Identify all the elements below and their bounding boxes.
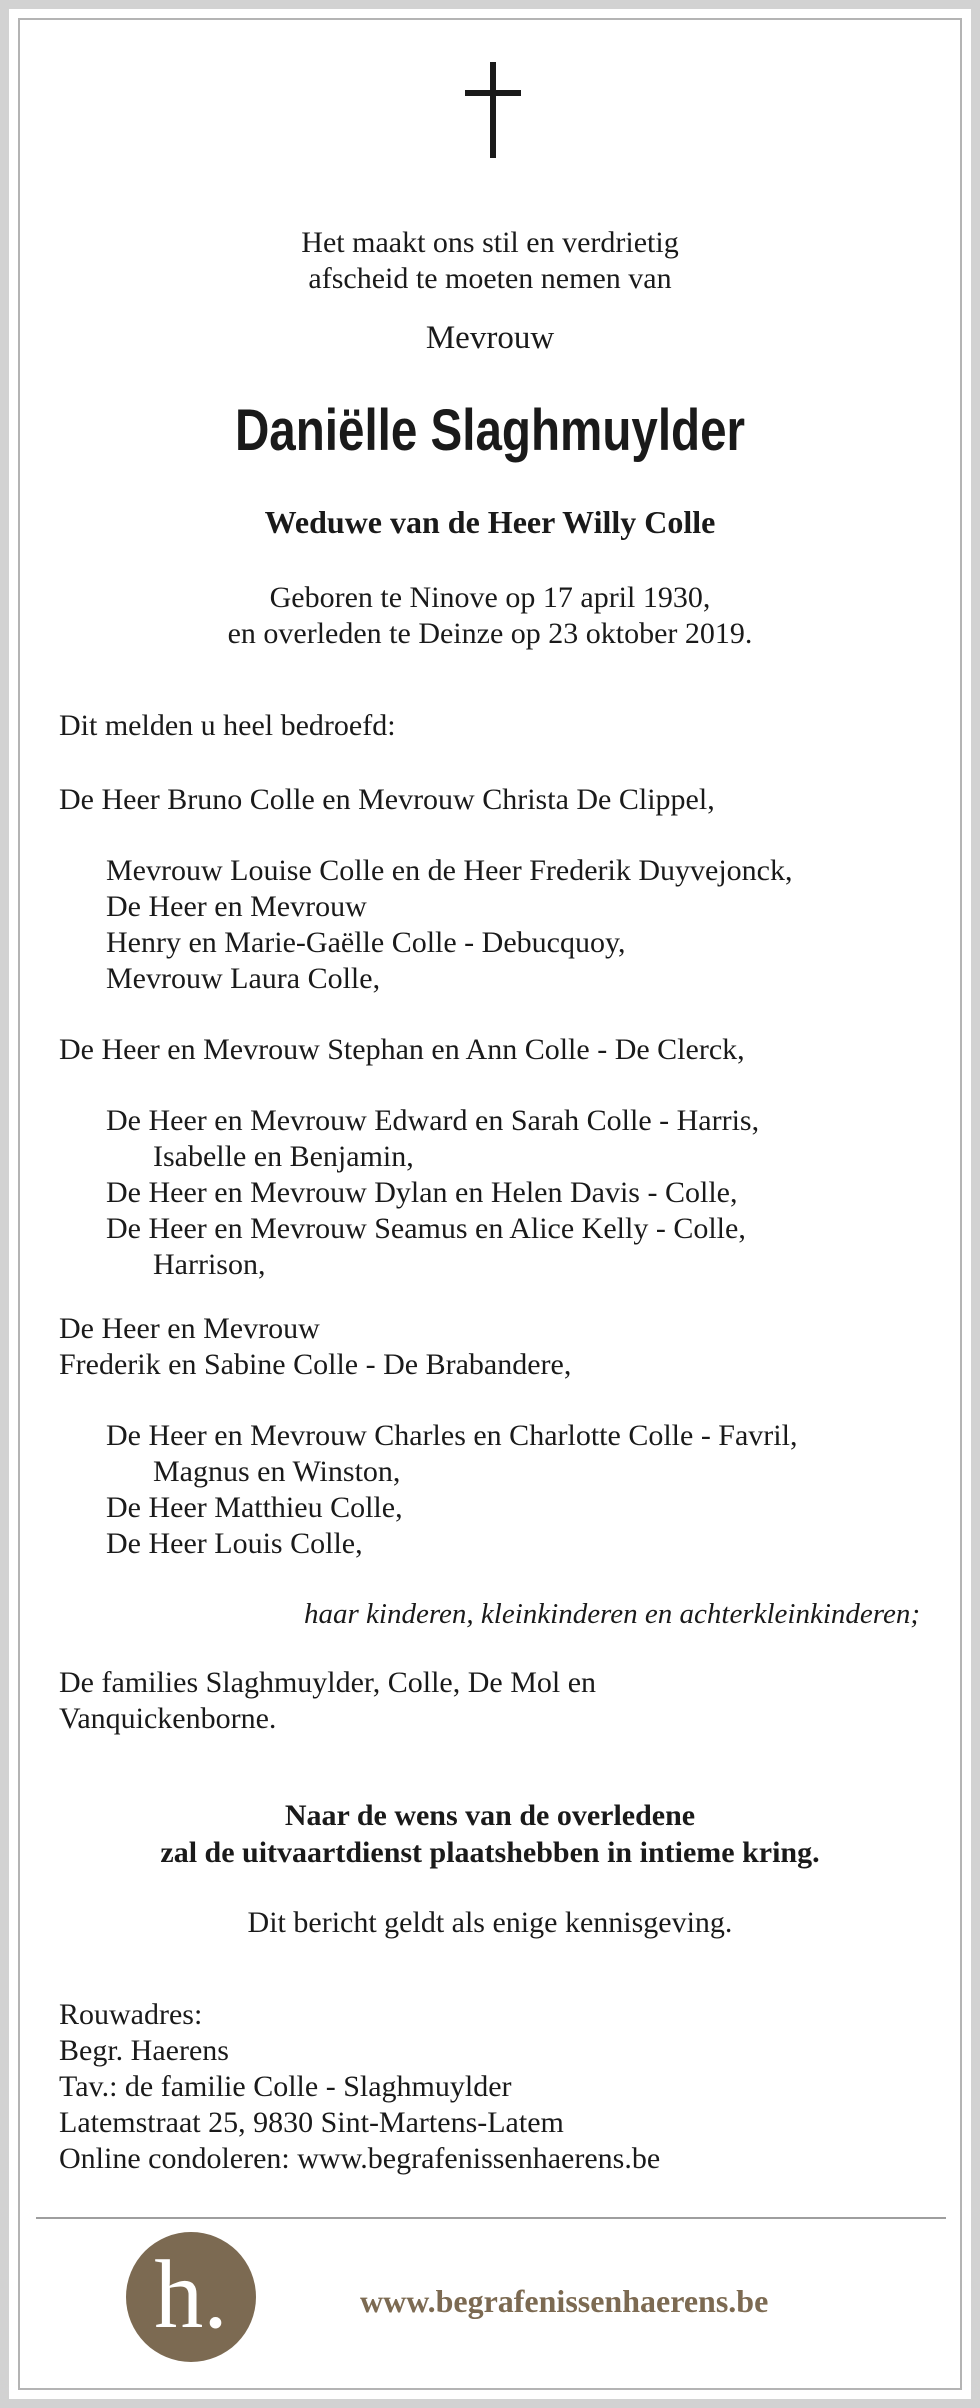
wish-line-1: Naar de wens van de overledene: [284, 1799, 696, 1832]
intro-line-2: afscheid te moeten nemen van: [308, 262, 672, 295]
family-line: Mevrouw Laura Colle,: [106, 962, 381, 995]
widow-of: Weduwe van de Heer Willy Colle: [264, 504, 716, 540]
families-line-2: Vanquickenborne.: [59, 1702, 277, 1735]
funeral-home-logo: h.: [126, 2232, 256, 2362]
family-line: De Heer en Mevrouw: [106, 890, 367, 923]
family-head-1: De Heer Bruno Colle en Mevrouw Christa De Clippel,: [59, 783, 715, 816]
family-line: Henry en Marie-Gaëlle Colle - Debucquoy,: [106, 926, 626, 959]
family-line: De Heer en Mevrouw Charles en Charlotte Colle - Favril,: [106, 1419, 798, 1452]
family-head-3b: Frederik en Sabine Colle - De Brabandere,: [59, 1348, 572, 1381]
family-head-3: De Heer en Mevrouw: [59, 1312, 320, 1345]
birth-death-dates: [0, 580, 980, 652]
divider: [36, 2217, 946, 2219]
families-line-1: De families Slaghmuylder, Colle, De Mol en: [59, 1666, 597, 1699]
family-line: De Heer en Mevrouw Dylan en Helen Davis - Colle,: [106, 1176, 738, 1209]
wish-line-2: zal de uitvaartdienst plaatshebben in intieme kring.: [160, 1836, 820, 1869]
family-line: De Heer Louis Colle,: [106, 1527, 363, 1560]
intro-text: [0, 225, 980, 297]
family-line: De Heer Matthieu Colle,: [106, 1491, 403, 1524]
address-line: Latemstraat 25, 9830 Sint-Martens-Latem: [59, 2106, 564, 2139]
deceased-name: Daniëlle Slaghmuylder: [234, 398, 746, 463]
family-line: De Heer en Mevrouw Edward en Sarah Colle - Harris,: [106, 1104, 760, 1137]
family-children: Magnus en Winston,: [153, 1455, 401, 1488]
address-line: Tav.: de familie Colle - Slaghmuylder: [59, 2070, 512, 2103]
death-line: en overleden te Deinze op 23 oktober 2019.: [227, 617, 753, 650]
birth-line: Geboren te Ninove op 17 april 1930,: [269, 581, 711, 614]
family-head-2: De Heer en Mevrouw Stephan en Ann Colle - De Clerck,: [59, 1033, 745, 1066]
relation-line: haar kinderen, kleinkinderen en achterkleinkinderen;: [303, 1598, 920, 1630]
address-line: Begr. Haerens: [59, 2034, 229, 2067]
address-label: Rouwadres:: [59, 1998, 203, 2031]
condolence-line: Online condoleren: www.begrafenissenhaerens.be: [59, 2142, 661, 2175]
website-link[interactable]: www.begrafenissenhaerens.be: [360, 2283, 769, 2319]
announcement: Dit melden u heel bedroefd:: [59, 709, 396, 742]
family-children: Isabelle en Benjamin,: [153, 1140, 414, 1173]
funeral-wish: [0, 1797, 980, 1871]
family-line: De Heer en Mevrouw Seamus en Alice Kelly - Colle,: [106, 1212, 746, 1245]
notice-text: Dit bericht geldt als enige kennisgeving.: [247, 1906, 733, 1939]
family-children: Harrison,: [153, 1248, 266, 1281]
cross-icon: [465, 62, 521, 158]
intro-line-1: Het maakt ons stil en verdrietig: [301, 226, 679, 259]
family-line: Mevrouw Louise Colle en de Heer Frederik Duyvejonck,: [106, 854, 793, 887]
title-prefix: Mevrouw: [425, 320, 555, 356]
